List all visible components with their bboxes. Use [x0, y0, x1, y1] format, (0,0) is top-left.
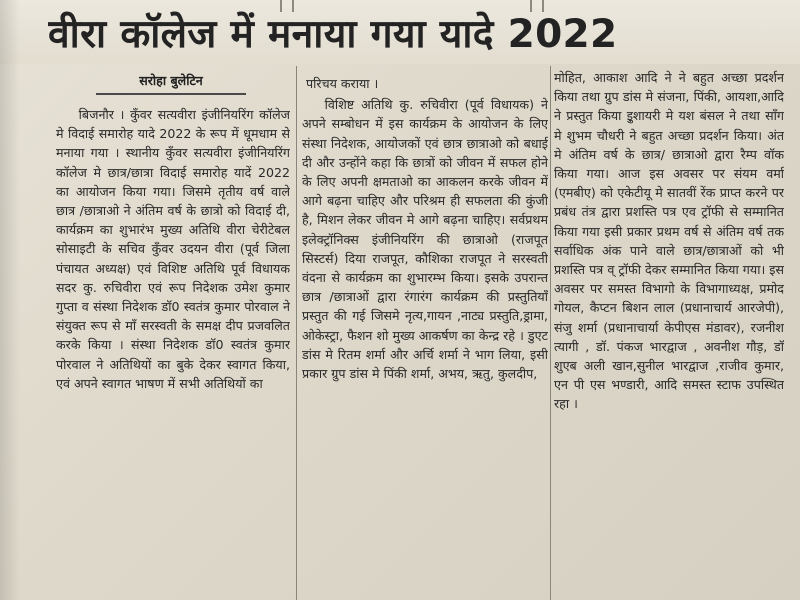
article-paragraph-continuation: परिचय कराया । [306, 76, 379, 91]
byline: सरोहा बुलेटिन [96, 72, 246, 95]
column-divider [550, 66, 551, 600]
article-paragraph: विशिष्ट अतिथि कु. रुचिवीरा (पूर्व विधायक) ने अपने सम्बोधन में इस कार्यक्रम के आयोजन के लिए संस्था निदेशक, आयोजकों एवं छात्र छात्राओ को बधाई दी और उन्होंने कहा कि छात्रों को जीवन में सफल होने के लिए अपनी क्षमताओ का आकलन करके जीवन में आगे बढ़ना चाहिए और परिश्रम ही सफलता की कुंजी है, मिशन लेकर जीवन मे आगे बढ़ना चाहिए। सर्वप्रथम इलेक्ट्रॉनिक्स इंजीनियरिंग की छात्राओ (राजपूत सिस्टर्स) दिया राजपूत, कौशिका राजपूत ने सरस्वती वंदना से कार्यक्रम का शुभारम्भ किया। इसके उपरान्त छात्र /छात्राओं द्वारा रंगारंग कार्यक्रम की प्रस्तुतियॉं प्रस्तुत की गई जिसमे नृत्य,गायन ,नाट्य प्रस्तुति,ड्रामा, ओकेस्ट्रा, फैशन शो मुख्य आकर्षण का केन्द्र रहे । डुएट डांस मे रितम शर्मा और अर्चि शर्मा ने भाग लिया, इसी प्रकार ग्रुप डांस मे पिंकी शर्मा, अभय, ऋतु, कुलदीप, [302, 97, 548, 382]
article-column-1 [56, 60, 290, 600]
article-body [0, 60, 800, 600]
article-paragraph: बिजनौर । कुँवर सत्यवीरा इंजीनियरिंग कॉलेज मे विदाई समारोह यादे 2022 के रूप में धूमधाम से मनाया गया । स्थानीय कुँवर सत्यवीरा इंजीनियरिंग कॉलेज मे छात्र/छात्रा विदाई समारोह यादें 2022 का आयोजन किया गया। जिसमे तृतीय वर्ष वाले छात्र /छात्राओ ने अंतिम वर्ष के छात्रो को विदाई दी, कार्यक्रम का शुभारंभ मुख्य अतिथि वीरा चेरीटेबल सोसाइटी के सचिव कुँवर उदयन वीरा (पूर्व जिला पंचायत अध्यक्ष) एवं विशिष्ट अतिथि पूर्व विधायक सदर कु. रुचिवीरा एवं रूप निदेशक उमेश कुमार गुप्ता व संस्था निदेशक डॉ0 स्वतंत्र कुमार पोरवाल ने संयुक्त रूप से माँ सरस्वती के समक्ष दीप प्रजवलित करके किया । संस्था निदेशक डॉ0 स्वतंत्र कुमार पोरवाल ने अतिथियों का बुके देकर स्वागत किया, एवं अपने स्वागत भाषण में सभी अतिथियों का [56, 107, 290, 391]
article-column-2 [302, 60, 548, 600]
article-paragraph: मोहित, आकाश आदि ने ने बहुत अच्छा प्रदर्शन किया तथा ग्रुप डांस मे संजना, पिंकी, आयशा,आदि ने प्रस्तुत किया इुशायरी मे यश बंसल ने तथा सॉंग मे शुभम चौधरी ने बहुत अच्छा प्रदर्शन किया। अंत मे अंतिम वर्ष के छात्र/ छात्राओ द्वारा रैम्प वॉक किया गया। आज इस अवसर पर संयम वर्मा (एमबीए) को एकेटीयू मे सातवीं रेंक प्राप्त करने पर प्रबंध तंत्र द्वारा प्रशस्ति पत्र एव ट्रॉफी से सम्मानित किया गया इसी प्रकार प्रथम वर्ष से अंतिम वर्ष तक सर्वाधिक अंक पाने वाले छात्र/छात्राओं को भी प्रशस्ति पत्र व् ट्रॉफी देकर सम्मानित किया गया। इस अवसर पर समस्त विभागो के विभागाध्यक्ष, प्रमोद गोयल, कैप्टन बिशन लाल (प्रधानाचार्य आरजेपी), संजु शर्मा (प्रधानाचार्या केपीएस मंडावर), रजनीश त्यागी , डॉ. पंकज भारद्वाज , अवनीश गौड़, डॉ शुएब अली खान,सुनील भारद्वाज ,राजीव कुमार, एन पी एस भण्डारी, आदि समस्त स्टाफ उपस्थित रहा । [554, 70, 784, 412]
article-column-3 [554, 60, 784, 600]
article-headline: वीरा कॉलेज में मनाया गया यादे 2022 [48, 12, 618, 57]
column-divider [296, 66, 297, 600]
page-edge-shadow [0, 0, 20, 600]
